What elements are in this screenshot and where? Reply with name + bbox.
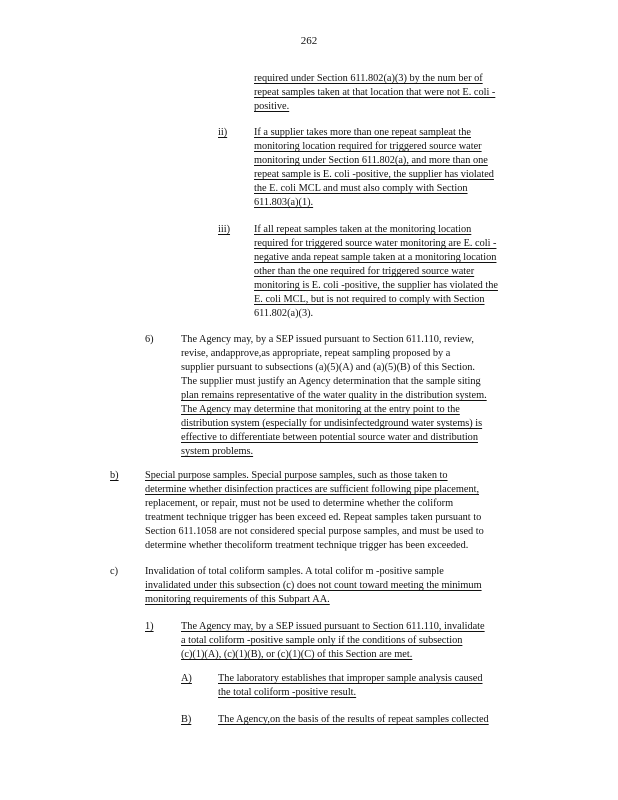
text-line: The Agency may determine that monitoring at the entry point to the xyxy=(181,404,460,415)
text-line: supplier pursuant to subsections (a)(5)(A) and (a)(5)(B) of this Section. xyxy=(181,362,475,373)
text-line: repeat samples taken at that location that were not E. coli - xyxy=(254,87,496,98)
item-b-paragraph xyxy=(145,469,545,553)
text-line: The laboratory establishes that improper sample analysis caused xyxy=(218,673,483,684)
text-line: The Agency may, by a SEP issued pursuant to Section 611.110, invalidate xyxy=(181,621,485,632)
text-line: the E. coli MCL and must also comply with Section xyxy=(254,183,468,194)
text-line: Section 611.1058 are not considered special purpose samples, and must be used to xyxy=(145,526,484,537)
page-number: 262 xyxy=(300,35,318,47)
item-label-iii: iii) xyxy=(218,224,231,235)
text-line: invalidated under this subsection (c) does not count toward meeting the minimum xyxy=(145,580,482,591)
item-ii-paragraph xyxy=(254,126,534,210)
text-line: other than the one required for triggered source water xyxy=(254,266,475,277)
text-line: 611.803(a)(1). xyxy=(254,197,314,208)
continuation-paragraph xyxy=(254,72,534,114)
text-line: Invalidation of total coliform samples. A total colifor m -positive sample xyxy=(145,566,444,577)
text-line: E. coli MCL, but is not required to comply with Section xyxy=(254,294,485,305)
text-line: 611.802(a)(3). xyxy=(254,308,314,319)
item-label-c: c) xyxy=(110,566,118,577)
text-line: The supplier must justify an Agency determination that the sample siting xyxy=(181,376,481,387)
item-label-c1b: B) xyxy=(181,714,192,725)
text-line: system problems. xyxy=(181,446,254,457)
item-label-ii: ii) xyxy=(218,127,228,138)
text-line: If all repeat samples taken at the monitoring location xyxy=(254,224,472,235)
item-label-b: b) xyxy=(110,470,119,481)
item-iii-paragraph xyxy=(254,223,538,321)
text-line: (c)(1)(A), (c)(1)(B), or (c)(1)(C) of this Section are met. xyxy=(181,649,413,660)
item-c1-paragraph xyxy=(181,620,541,662)
text-line: determine whether disinfection practices are sufficient following pipe placement, xyxy=(145,484,480,495)
item-label-6: 6) xyxy=(145,334,154,345)
text-line: negative anda repeat sample taken at a monitoring location xyxy=(254,252,497,263)
text-line: monitoring location required for triggered source water xyxy=(254,141,482,152)
text-line: plan remains representative of the water quality in the distribution system. xyxy=(181,390,487,401)
text-line: monitoring requirements of this Subpart AA. xyxy=(145,594,330,605)
text-line: If a supplier takes more than one repeat sampleat the xyxy=(254,127,472,138)
text-line: monitoring under Section 611.802(a), and more than one xyxy=(254,155,488,166)
text-line: replacement, or repair, must not be used to determine whether the coliform xyxy=(145,498,454,509)
text-line: The Agency,on the basis of the results of repeat samples collected xyxy=(218,714,489,725)
text-line: positive. xyxy=(254,101,290,112)
text-line: treatment technique trigger has been exceed ed. Repeat samples taken pursuant to xyxy=(145,512,482,523)
text-line: effective to differentiate between potential source water and distribution xyxy=(181,432,478,443)
text-line: revise, andapprove,as appropriate, repeat sampling proposed by a xyxy=(181,348,451,359)
text-line: Special purpose samples. Special purpose samples, such as those taken to xyxy=(145,470,448,481)
text-line: required under Section 611.802(a)(3) by the num ber of xyxy=(254,73,483,84)
item-c1b-paragraph xyxy=(218,713,538,727)
item-6-paragraph xyxy=(181,333,541,459)
item-c1a-paragraph xyxy=(218,672,538,700)
text-line: repeat sample is E. coli -positive, the supplier has violated xyxy=(254,169,494,180)
text-line: monitoring is E. coli -positive, the supplier has violated the xyxy=(254,280,498,291)
text-line: required for triggered source water monitoring are E. coli - xyxy=(254,238,497,249)
text-line: distribution system (especially for undisinfectedground water systems) is xyxy=(181,418,483,429)
item-label-c1a: A) xyxy=(181,673,192,684)
text-line: the total coliform -positive result. xyxy=(218,687,357,698)
item-label-c1: 1) xyxy=(145,621,154,632)
text-line: The Agency may, by a SEP issued pursuant to Section 611.110, review, xyxy=(181,334,474,345)
text-line: a total coliform -positive sample only if the conditions of subsection xyxy=(181,635,463,646)
text-line: determine whether thecoliform treatment technique trigger has been exceeded. xyxy=(145,540,469,551)
item-c-paragraph xyxy=(145,565,545,607)
